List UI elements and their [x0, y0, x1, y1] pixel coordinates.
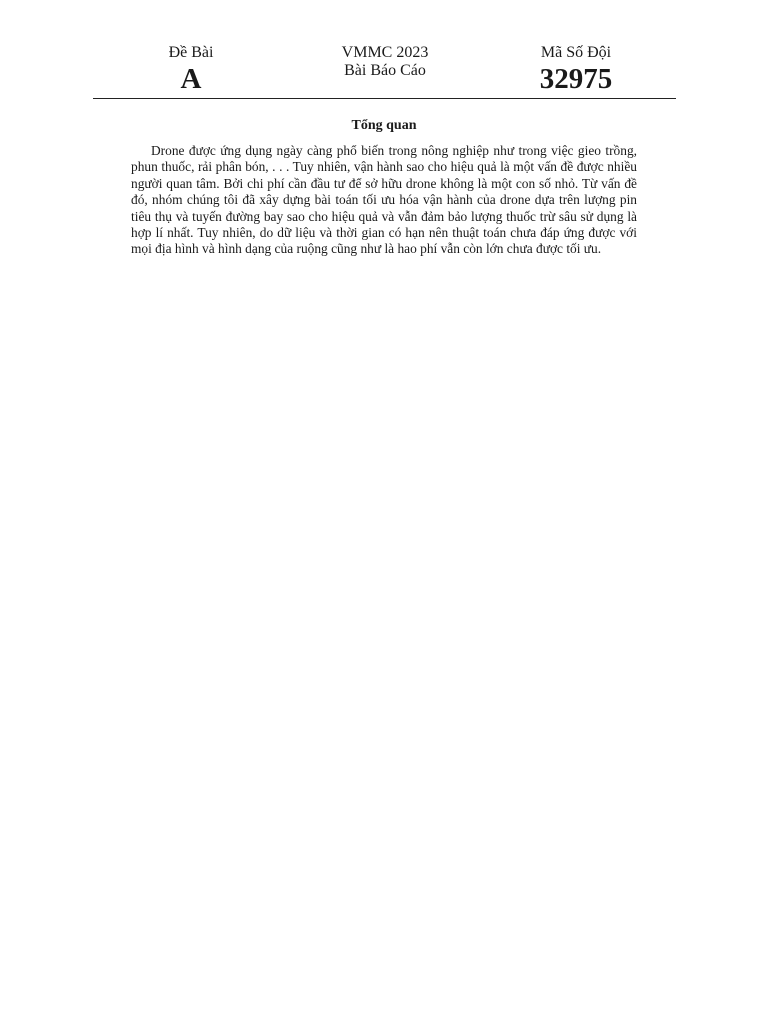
- abstract-body: Drone được ứng dụng ngày càng phổ biến trong nông nghiệp như trong việc gieo trồng, phun thuốc, rải phân bón, . . . Tuy nhiên, vận hành sao cho hiệu quả là một vấn đề được nhiều người quan tâm. Bởi chi phí cần đầu tư để sở hữu drone không là một con số nhỏ. Từ vấn đề đó, nhóm chúng tôi đã xây dựng bài toán tối ưu hóa vận hành của drone dựa trên lượng pin tiêu thụ và tuyến đường bay sao cho hiệu quả và vẫn đảm bảo lượng thuốc trừ sâu sử dụng là hợp lí nhất. Tuy nhiên, do dữ liệu và thời gian có hạn nên thuật toán chưa đáp ứng được với mọi địa hình và hình dạng của ruộng cũng như là hao phí vẫn còn lớn chưa được tối ưu.: [131, 143, 637, 257]
- problem-label: Đề Bài: [168, 44, 214, 61]
- header-rule: [93, 98, 676, 99]
- contest-name: VMMC 2023: [341, 44, 429, 61]
- contest-block: [308, 44, 462, 80]
- team-block: [513, 44, 639, 95]
- abstract-title: Tổng quan: [351, 118, 417, 133]
- report-label: Bài Báo Cáo: [344, 62, 426, 79]
- report-header: [93, 44, 676, 100]
- team-number: 32975: [539, 63, 613, 95]
- team-label: Mã Số Đội: [540, 44, 612, 61]
- problem-block: [131, 44, 251, 95]
- problem-value: A: [180, 63, 202, 95]
